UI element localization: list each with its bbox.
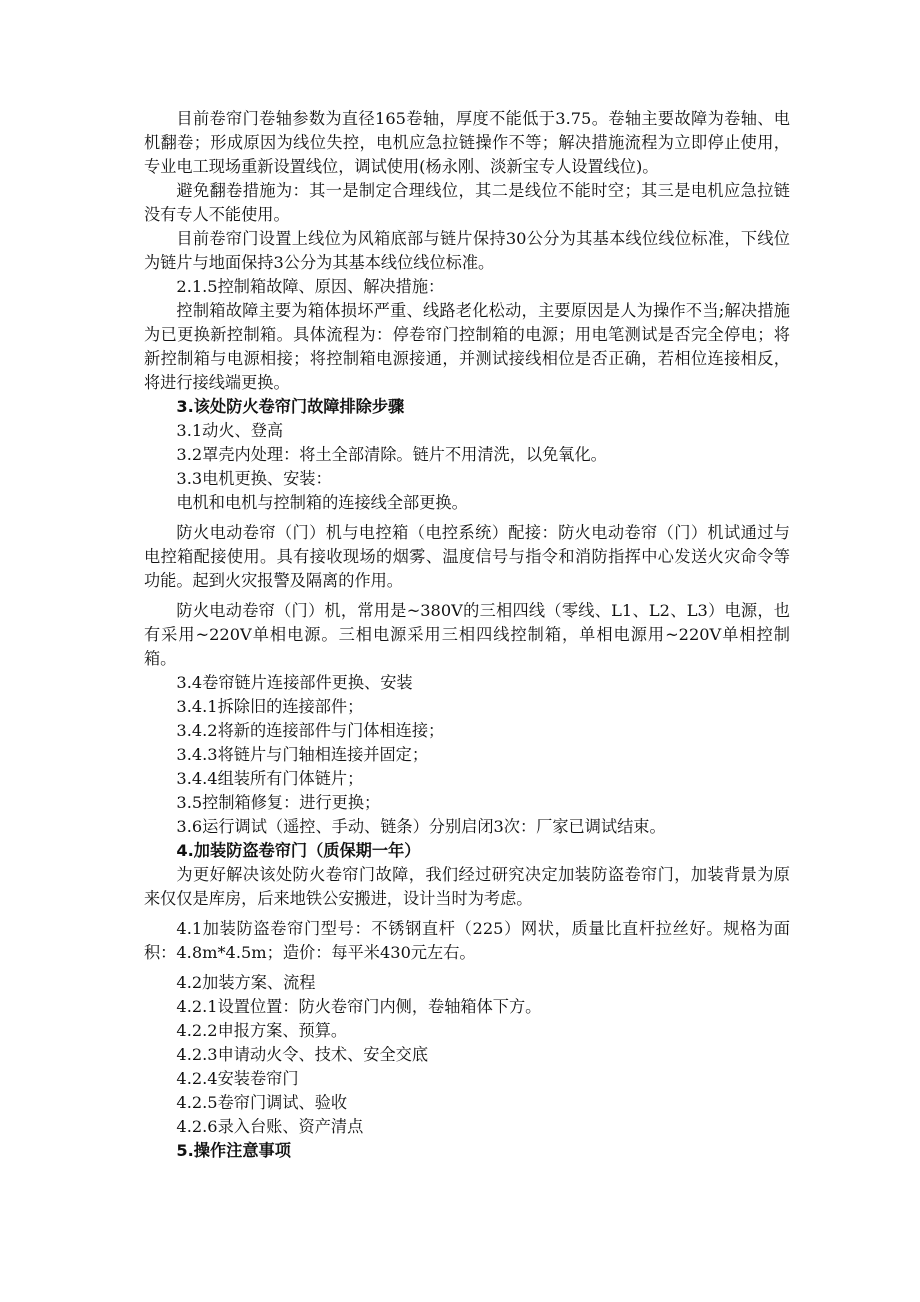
paragraph-control-box-fault-detail: 控制箱故障主要为箱体损坏严重、线路老化松动，主要原因是人为操作不当;解决措施为已更换新控制箱。具体流程为：停卷帘门控制箱的电源；用电笔测试是否完全停电；将新控制箱与电源相接；将控制箱电源接通，并测试接线相位是否正确，若相位连接相反，将进行接线端更换。 — [144, 301, 790, 392]
paragraph-anti-theft-background: 为更好解决该处防火卷帘门故障，我们经过研究决定加装防盗卷帘门，加装背景为原来仅仅是库房，后来地铁公安搬进，设计当时为考虑。 — [144, 865, 790, 908]
paragraph-power-supply: 防火电动卷帘（门）机，常用是~380V的三相四线（零线、L1、L2、L3）电源，也有采用~220V单相电源。三相电源采用三相四线控制箱，单相电源用~220V单相控制箱。 — [144, 601, 790, 668]
step-3-5: 3.5控制箱修复：进行更换； — [176, 793, 381, 812]
step-3-4: 3.4卷帘链片连接部件更换、安装 — [176, 673, 413, 692]
step-3-2: 3.2罩壳内处理：将土全部清除。链片不用清洗，以免氧化。 — [176, 445, 607, 464]
step-4-2-5: 4.2.5卷帘门调试、验收 — [176, 1093, 348, 1112]
document-body — [144, 107, 790, 1163]
paragraph-control-box-fault-title: 2.1.5控制箱故障、原因、解决措施： — [176, 277, 445, 296]
paragraph-prevent-rollover: 避免翻卷措施为：其一是制定合理线位，其二是线位不能时空；其三是电机应急拉链没有专人不能使用。 — [144, 181, 790, 224]
step-3-4-4: 3.4.4组装所有门体链片； — [176, 769, 364, 788]
step-4-2-4: 4.2.4安装卷帘门 — [176, 1069, 299, 1088]
step-4-2-3: 4.2.3申请动火令、技术、安全交底 — [176, 1045, 429, 1064]
step-4-2: 4.2加装方案、流程 — [176, 973, 316, 992]
step-3-3: 3.3电机更换、安装： — [176, 469, 332, 488]
section-heading-3: 3.该处防火卷帘门故障排除步骤 — [176, 397, 405, 416]
step-3-6: 3.6运行调试（遥控、手动、链条）分别启闭3次：厂家已调试结束。 — [176, 817, 666, 836]
paragraph-fire-shutter-control: 防火电动卷帘（门）机与电控箱（电控系统）配接：防火电动卷帘（门）机试通过与电控箱配接使用。具有接收现场的烟雾、温度信号与指令和消防指挥中心发送火灾命令等功能。起到火灾报警及隔离的作用。 — [144, 523, 790, 590]
step-3-4-2: 3.4.2将新的连接部件与门体相连接； — [176, 721, 445, 740]
paragraph-anti-theft-spec: 4.1加装防盗卷帘门型号：不锈钢直杆（225）网状，质量比直杆拉丝好。规格为面积：4.8m*4.5m；造价：每平米430元左右。 — [144, 919, 790, 962]
step-3-4-3: 3.4.3将链片与门轴相连接并固定； — [176, 745, 429, 764]
section-heading-4: 4.加装防盗卷帘门（质保期一年） — [176, 841, 421, 860]
step-4-2-6: 4.2.6录入台账、资产清点 — [176, 1117, 364, 1136]
step-3-4-1: 3.4.1拆除旧的连接部件； — [176, 697, 364, 716]
step-4-2-1: 4.2.1设置位置：防火卷帘门内侧，卷轴箱体下方。 — [176, 997, 542, 1016]
paragraph-motor-wiring: 电机和电机与控制箱的连接线全部更换。 — [176, 493, 468, 512]
paragraph-limit-position-standard: 目前卷帘门设置上线位为风箱底部与链片保持30公分为其基本线位线位标准，下线位为链片与地面保持3公分为其基本线位线位标准。 — [144, 229, 790, 272]
section-heading-5: 5.操作注意事项 — [176, 1141, 291, 1160]
step-3-1: 3.1动火、登高 — [176, 421, 284, 440]
paragraph-roller-shaft-params: 目前卷帘门卷轴参数为直径165卷轴，厚度不能低于3.75。卷轴主要故障为卷轴、电机翻卷；形成原因为线位失控，电机应急拉链操作不等；解决措施流程为立即停止使用，专业电工现场重新设置线位，调试使用(杨永刚、淡新宝专人设置线位)。 — [144, 109, 790, 176]
step-4-2-2: 4.2.2申报方案、预算。 — [176, 1021, 348, 1040]
